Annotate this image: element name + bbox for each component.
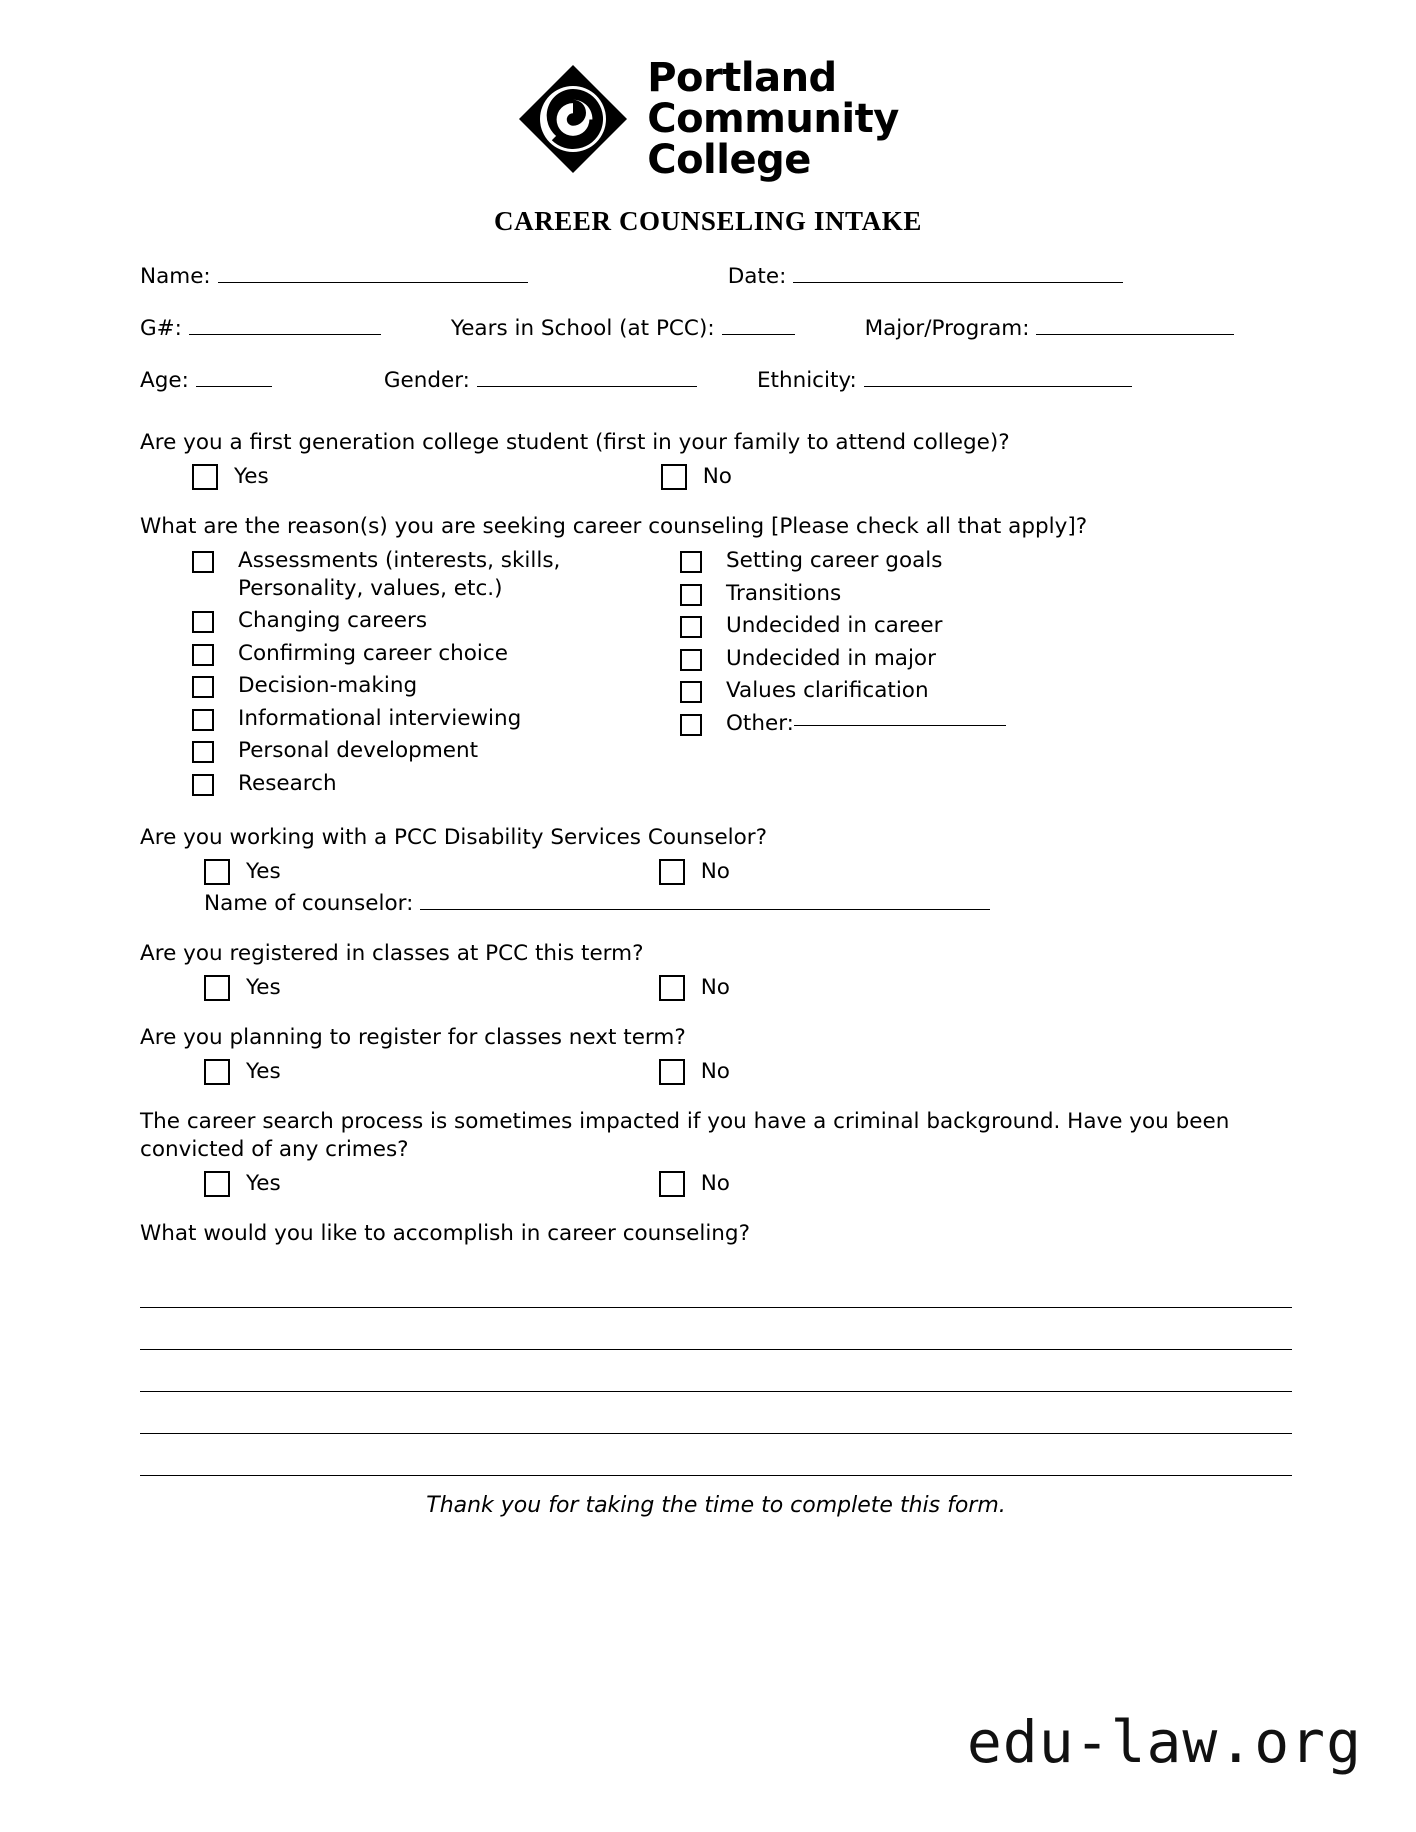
checkbox-icon[interactable] [192, 464, 218, 490]
disability-answers [140, 858, 1292, 886]
reason-label: Confirming career choice [238, 640, 508, 666]
reason-item[interactable] [140, 547, 680, 602]
checkbox-icon[interactable] [680, 681, 702, 703]
logo-line-1: Portland [647, 55, 837, 101]
reasons-column-left [140, 547, 680, 802]
reason-item[interactable] [680, 645, 1292, 673]
question-first-generation: Are you a first generation college student (first in your family to attend college)? [140, 430, 1010, 456]
reason-label: Informational interviewing [238, 705, 522, 731]
checkbox-icon[interactable] [680, 616, 702, 638]
question-accomplish: What would you like to accomplish in career counseling? [140, 1221, 750, 1247]
checkbox-icon[interactable] [680, 714, 702, 736]
checkbox-icon[interactable] [192, 709, 214, 731]
major-label: Major/Program: [864, 316, 1030, 342]
checkbox-icon[interactable] [192, 741, 214, 763]
disability-no-option[interactable] [659, 858, 730, 886]
planning-yes-option[interactable] [204, 1058, 281, 1086]
option-label: Yes [246, 859, 281, 885]
checkbox-icon[interactable] [659, 859, 685, 885]
reason-item[interactable] [140, 672, 680, 700]
option-label: No [700, 1171, 730, 1197]
reason-label: Research [238, 770, 337, 796]
registered-yes-option[interactable] [204, 974, 281, 1002]
checkbox-icon[interactable] [204, 1171, 230, 1197]
question-registered-this-term: Are you registered in classes at PCC this term? [140, 940, 644, 966]
reason-label: Decision-making [238, 673, 418, 699]
reason-item[interactable] [140, 737, 680, 765]
major-input[interactable] [1036, 333, 1234, 335]
pcc-diamond-spiral-logo-icon [517, 63, 629, 175]
date-input[interactable] [793, 281, 1123, 283]
registered-answers [140, 974, 1292, 1002]
question-disability-services: Are you working with a PCC Disability Services Counselor? [140, 825, 768, 851]
question-planning-next-term: Are you planning to register for classes next term? [140, 1024, 686, 1050]
gnumber-input[interactable] [189, 333, 381, 335]
checkbox-icon[interactable] [192, 644, 214, 666]
row-gnumber-years-major [140, 315, 1292, 343]
checkbox-icon[interactable] [192, 676, 214, 698]
checkbox-icon[interactable] [204, 1059, 230, 1085]
answer-line[interactable] [140, 1266, 1292, 1308]
checkbox-icon[interactable] [659, 975, 685, 1001]
checkbox-icon[interactable] [192, 611, 214, 633]
reason-item[interactable] [680, 547, 1292, 575]
reason-item[interactable] [140, 640, 680, 668]
option-label: Yes [246, 974, 281, 1000]
thank-you-note: Thank you for taking the time to complete this form. [426, 1493, 1006, 1519]
checkbox-icon[interactable] [192, 551, 214, 573]
counselor-name-input[interactable] [420, 908, 990, 910]
reason-item[interactable] [680, 580, 1292, 608]
checkbox-icon[interactable] [661, 464, 687, 490]
option-label: No [700, 974, 730, 1000]
reasons-checkbox-grid [140, 547, 1292, 802]
row-name-date [140, 263, 1292, 291]
gender-label: Gender: [383, 368, 470, 394]
reason-label: Changing careers [238, 608, 428, 634]
criminal-no-option[interactable] [659, 1170, 730, 1198]
answer-line[interactable] [140, 1434, 1292, 1476]
counselor-name-label: Name of counselor: [204, 891, 414, 917]
planning-no-option[interactable] [659, 1058, 730, 1086]
row-age-gender-ethnicity [140, 367, 1292, 395]
logo-line-3: College [647, 136, 811, 183]
disability-yes-option[interactable] [204, 858, 281, 886]
checkbox-icon[interactable] [680, 649, 702, 671]
first-generation-answers [140, 463, 1292, 491]
reason-item[interactable] [680, 612, 1292, 640]
checkbox-icon[interactable] [204, 975, 230, 1001]
checkbox-icon[interactable] [204, 859, 230, 885]
gnumber-label: G#: [140, 316, 182, 342]
gender-input[interactable] [477, 385, 697, 387]
watermark: edu-law.org [966, 1708, 1362, 1776]
planning-answers [140, 1058, 1292, 1086]
option-label: No [702, 464, 732, 490]
counselor-name-row [204, 890, 1292, 918]
registered-no-option[interactable] [659, 974, 730, 1002]
criminal-yes-option[interactable] [204, 1170, 281, 1198]
first-generation-yes-option[interactable] [192, 463, 269, 491]
question-criminal-background: The career search process is sometimes impacted if you have a criminal background. Have you been convicted of any crimes? [140, 1108, 1230, 1163]
reason-label: Undecided in career [726, 613, 943, 639]
institution-logo [0, 0, 1416, 183]
checkbox-icon[interactable] [659, 1059, 685, 1085]
reason-label: Personal development [238, 738, 479, 764]
reason-label: Undecided in major [726, 645, 936, 671]
reasons-column-right [680, 547, 1292, 802]
checkbox-icon[interactable] [680, 551, 702, 573]
reason-item[interactable] [140, 705, 680, 733]
reason-item-other[interactable] [680, 710, 1292, 738]
reason-label: Values clarification [726, 678, 929, 704]
checkbox-icon[interactable] [192, 774, 214, 796]
option-label: Yes [246, 1171, 281, 1197]
years-in-school-input[interactable] [722, 333, 795, 335]
reason-label: Assessments (interests, skills, [238, 548, 561, 574]
first-generation-no-option[interactable] [661, 463, 732, 491]
name-input[interactable] [218, 281, 528, 283]
age-input[interactable] [196, 385, 272, 387]
option-label: Yes [234, 464, 269, 490]
criminal-answers [140, 1170, 1292, 1198]
reason-label: Transitions [726, 580, 842, 606]
form-body [124, 237, 1292, 1521]
years-in-school-label: Years in School (at PCC): [450, 316, 715, 342]
option-label: No [700, 859, 730, 885]
date-label: Date: [727, 264, 787, 290]
answer-line[interactable] [140, 1350, 1292, 1392]
reason-label: Other: [726, 710, 794, 736]
page-title: CAREER COUNSELING INTAKE [494, 206, 922, 237]
age-label: Age: [140, 368, 189, 394]
reason-item[interactable] [140, 607, 680, 635]
accomplish-answer-lines [140, 1266, 1292, 1476]
answer-line[interactable] [140, 1308, 1292, 1350]
option-label: Yes [246, 1058, 281, 1084]
ethnicity-label: Ethnicity: [756, 368, 857, 394]
option-label: No [700, 1058, 730, 1084]
reason-label: Setting career goals [726, 548, 943, 574]
reason-item[interactable] [140, 770, 680, 798]
answer-line[interactable] [140, 1392, 1292, 1434]
reason-label-continued: Personality, values, etc.) [238, 575, 503, 601]
logo-line-2: Community [647, 95, 899, 142]
question-reasons: What are the reason(s) you are seeking career counseling [Please check all that apply]? [140, 514, 1088, 540]
ethnicity-input[interactable] [864, 385, 1132, 387]
checkbox-icon[interactable] [680, 584, 702, 606]
reason-item[interactable] [680, 677, 1292, 705]
other-reason-input[interactable] [794, 724, 1006, 726]
checkbox-icon[interactable] [659, 1171, 685, 1197]
name-label: Name: [140, 264, 211, 290]
logo-wordmark [647, 55, 899, 183]
